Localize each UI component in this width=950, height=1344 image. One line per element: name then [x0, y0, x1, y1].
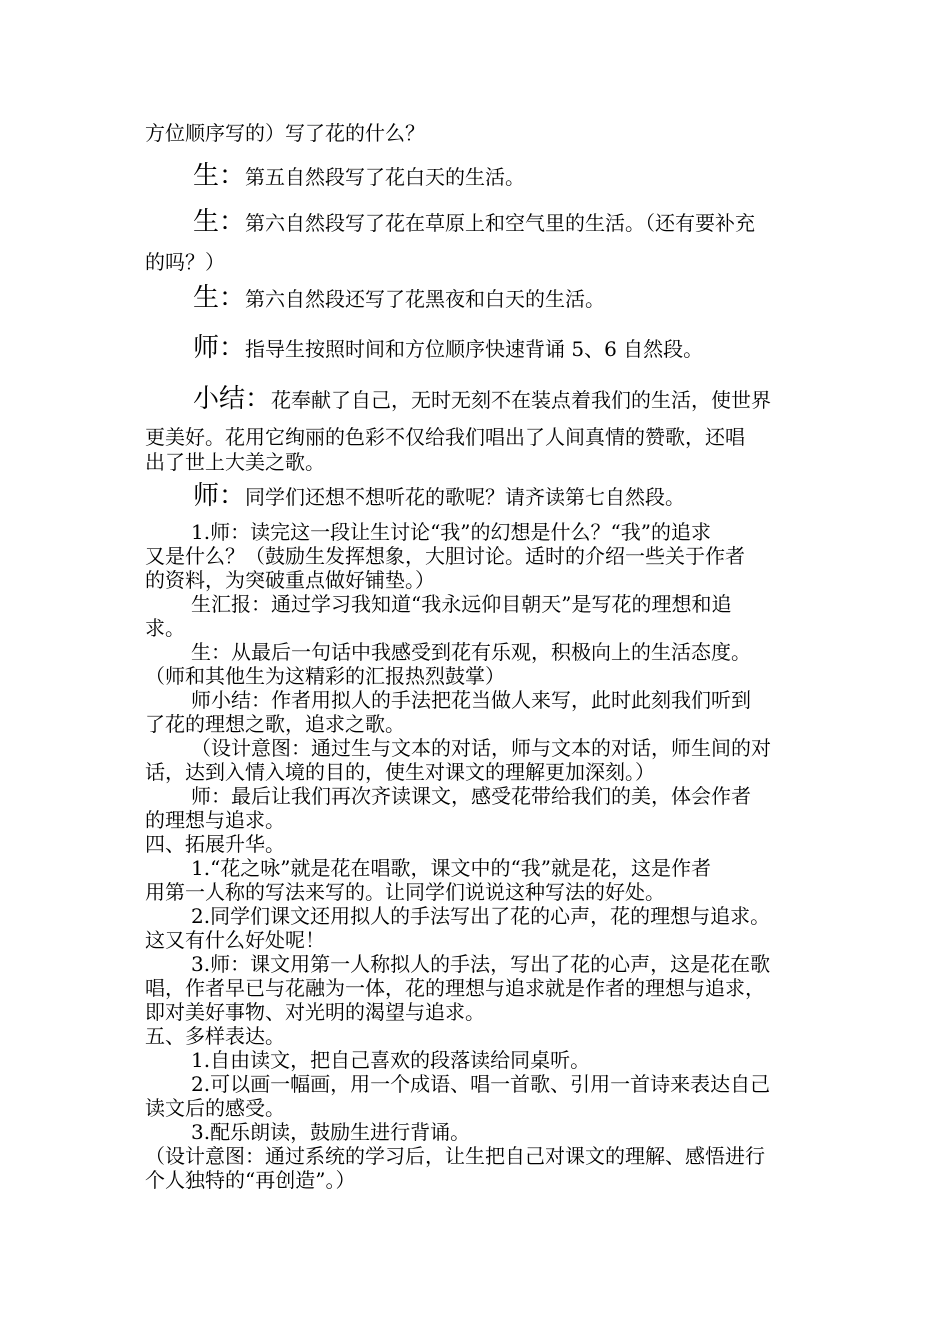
- text-line: 指导生按照时间和方位顺序快速背诵 5、6 自然段。: [245, 337, 704, 361]
- text-line: 这又有什么好处呢！: [145, 928, 325, 952]
- text-line: 的资料，为突破重点做好铺垫。）: [145, 568, 435, 592]
- speaker-label: 小结：: [193, 384, 272, 414]
- text-line: 了花的理想之歌，追求之歌。: [145, 712, 405, 736]
- text-line: 第五自然段写了花白天的生活。: [245, 165, 526, 189]
- text-line: 花奉献了自己，无时无刻不在装点着我们的生活，使世界: [271, 388, 772, 412]
- text-line: 更美好。花用它绚丽的色彩不仅给我们唱出了人间真情的赞歌，还唱: [145, 425, 745, 449]
- paragraph-summary-cont-1: [145, 427, 815, 447]
- text-line: 求。: [145, 616, 185, 640]
- lesson-body: [145, 520, 815, 1192]
- text-line: 师小结：作者用拟人的手法把花当做人来写，此时此刻我们听到: [191, 688, 751, 712]
- text-line: （设计意图：通过生与文本的对话，师与文本的对话，师生间的对: [191, 736, 771, 760]
- text-line: 个人独特的“再创造”。）: [145, 1168, 356, 1192]
- text-line: 即对美好事物、对光明的渴望与追求。: [145, 1000, 485, 1024]
- text-line: 生：从最后一句话中我感受到花有乐观，积极向上的生活态度。: [191, 640, 751, 664]
- text-line: 唱，作者早已与花融为一体，花的理想与追求就是作者的理想与追求，: [145, 976, 765, 1000]
- text-line: （师和其他生为这精彩的汇报热烈鼓掌）: [145, 664, 505, 688]
- text-line: 师：最后让我们再次齐读课文，感受花带给我们的美，体会作者: [191, 784, 751, 808]
- text-line: （设计意图：通过系统的学习后，让生把自己对课文的理解、感悟进行: [145, 1144, 765, 1168]
- paragraph-student-answer-2-cont: [145, 252, 815, 272]
- text-line: 生汇报：通过学习我知道“我永远仰目朝天”是写花的理想和追: [191, 592, 732, 616]
- paragraph-student-answer-3: [145, 283, 863, 313]
- paragraph-continuation: [145, 123, 815, 143]
- text-line: 用第一人称的写法来写的。让同学们说说这种写法的好处。: [145, 880, 665, 904]
- text-line: 话，达到入情入境的目的，使生对课文的理解更加深刻。）: [145, 760, 655, 784]
- speaker-label: 师：: [193, 333, 246, 363]
- speaker-label: 生：: [193, 161, 246, 191]
- text-line: 3.师：课文用第一人称拟人的手法，写出了花的心声，这是花在歌: [191, 952, 771, 976]
- text-line: 读文后的感受。: [145, 1096, 285, 1120]
- text-line: 又是什么？（鼓励生发挥想象，大胆讨论。适时的介绍一些关于作者: [145, 544, 745, 568]
- speaker-label: 生：: [193, 283, 246, 313]
- section-heading: 四、拓展升华。: [145, 832, 285, 856]
- text-line: 第六自然段写了花在草原上和空气里的生活。（还有要补充: [245, 211, 756, 235]
- paragraph-teacher-prompt: [145, 481, 863, 511]
- paragraph-student-answer-2: [145, 207, 863, 237]
- text-line: 1.“花之咏”就是花在唱歌，课文中的“我”就是花，这是作者: [191, 856, 711, 880]
- text-line: 的理想与追求。: [145, 808, 285, 832]
- speaker-label: 师：: [193, 481, 246, 511]
- text-line: 的吗？）: [145, 250, 225, 274]
- paragraph-summary-cont-2: [145, 452, 815, 472]
- text-line: 2.可以画一幅画，用一个成语、唱一首歌、引用一首诗来表达自己: [191, 1072, 771, 1096]
- speaker-label: 生：: [193, 207, 246, 237]
- text-line: 3.配乐朗读，鼓励生进行背诵。: [191, 1120, 471, 1144]
- text-line: 第六自然段还写了花黑夜和白天的生活。: [245, 287, 606, 311]
- text-line: 1.自由读文，把自己喜欢的段落读给同桌听。: [191, 1048, 591, 1072]
- text-line: 1.师：读完这一段让生讨论“我”的幻想是什么？“我”的追求: [191, 520, 711, 544]
- paragraph-teacher-guide: [145, 333, 863, 363]
- text-line: 同学们还想不想听花的歌呢？请齐读第七自然段。: [245, 485, 686, 509]
- text-line: 方位顺序写的）写了花的什么？: [145, 121, 425, 145]
- section-heading: 五、多样表达。: [145, 1024, 285, 1048]
- text-line: 出了世上大美之歌。: [145, 450, 325, 474]
- paragraph-student-answer-1: [145, 161, 863, 191]
- text-line: 2.同学们课文还用拟人的手法写出了花的心声，花的理想与追求。: [191, 904, 771, 928]
- paragraph-summary: [145, 384, 863, 414]
